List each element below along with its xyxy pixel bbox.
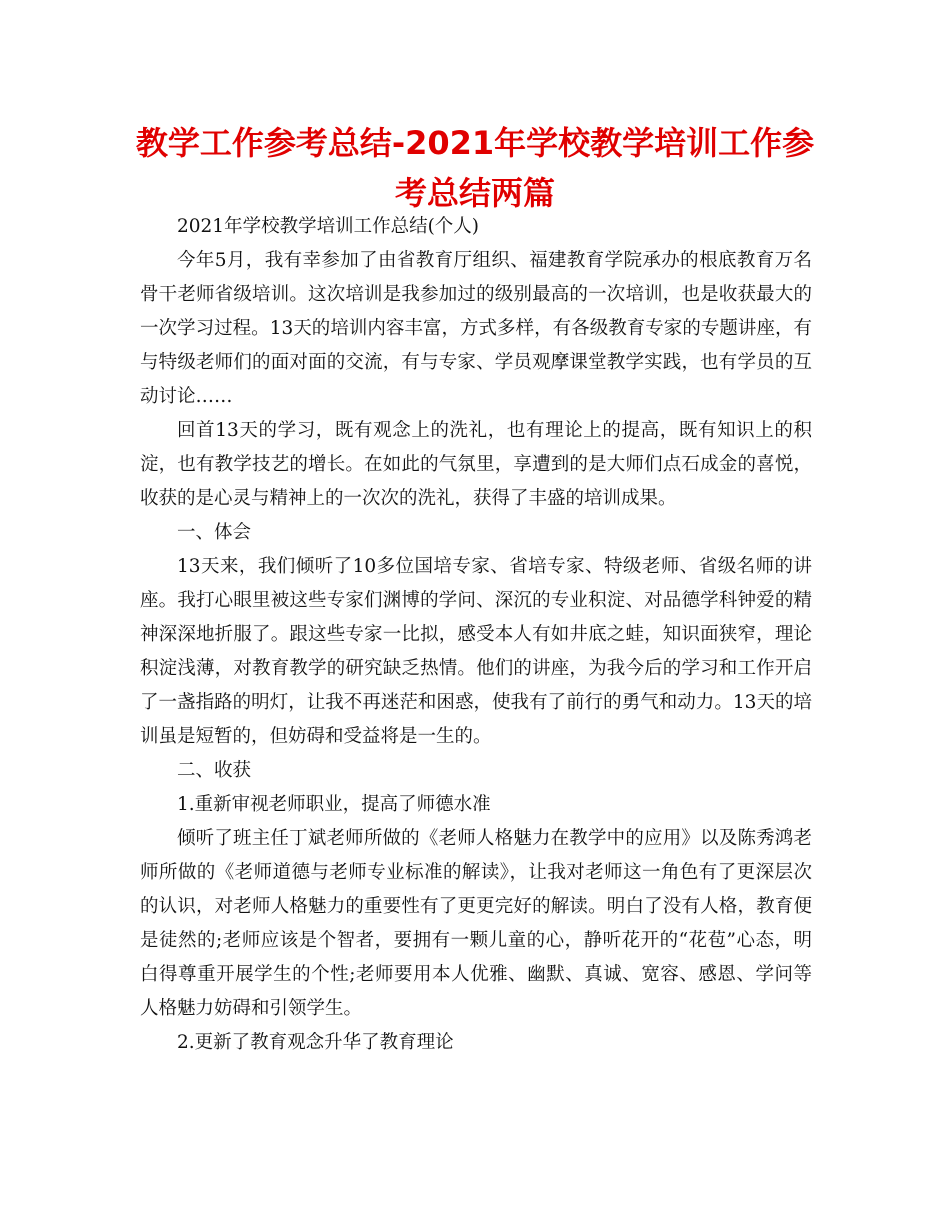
subsection-heading: 2.更新了教育观念升华了教育理论 (177, 1032, 454, 1053)
paragraph: 今年5月，我有幸参加了由省教育厅组织、福建教育学院承办的根底教育万名骨干老师省级培训。这次培训是我参加过的级别最高的一次培训，也是收获最大的一次学习过程。13天的培训内容丰富，方式多样，有各级教育专家的专题讲座，有与特级老师们的面对面的交流，有与专家、学员观摩课堂教学实践，也有学员的互动讨论…… (140, 250, 812, 407)
document-title: 教学工作参考总结-2021年学校教学培训工作参考总结两篇 (135, 124, 815, 212)
document-body (140, 210, 812, 1060)
paragraph: 13天来，我们倾听了10多位国培专家、省培专家、特级老师、省级名师的讲座。我打心眼里被这些专家们渊博的学问、深沉的专业积淀、对品德学科钟爱的精神深深地折服了。跟这些专家一比拟，感受本人有如井底之蛙，知识面狭窄，理论积淀浅薄，对教育教学的研究缺乏热情。他们的讲座，为我今后的学习和工作开启了一盏指路的明灯，让我不再迷茫和困惑，使我有了前行的勇气和动力。13天的培训虽是短暂的，但妨碍和受益将是一生的。 (140, 556, 812, 747)
paragraph: 倾听了班主任丁斌老师所做的《老师人格魅力在教学中的应用》以及陈秀鸿老师所做的《老师道德与老师专业标准的解读》，让我对老师这一角色有了更深层次的认识，对老师人格魅力的重要性有了更更完好的解读。明白了没有人格，教育便是徒然的;老师应该是个智者，要拥有一颗儿童的心，静听花开的“花苞”心态，明白得尊重开展学生的个性;老师要用本人优雅、幽默、真诚、宽容、感恩、学问等人格魅力妨碍和引领学生。 (140, 828, 812, 1019)
section-heading: 一、体会 (177, 522, 252, 543)
subsection-heading: 1.重新审视老师职业，提高了师德水准 (177, 794, 491, 815)
paragraph: 回首13天的学习，既有观念上的洗礼，也有理论上的提高，既有知识上的积淀，也有教学技艺的增长。在如此的气氛里，享遭到的是大师们点石成金的喜悦，收获的是心灵与精神上的一次次的洗礼，获得了丰盛的培训成果。 (140, 420, 812, 509)
section-heading: 二、收获 (177, 760, 252, 781)
paragraph-subtitle: 2021年学校教学培训工作总结(个人) (177, 216, 480, 237)
